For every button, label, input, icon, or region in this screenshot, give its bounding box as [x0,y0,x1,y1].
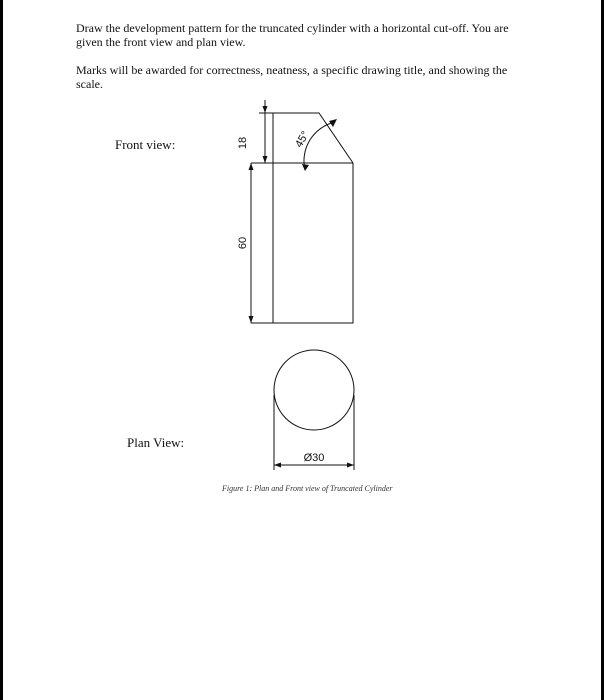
arrowhead [249,163,254,170]
arrowhead [249,316,254,323]
figure-caption: Figure 1: Plan and Front view of Truncated Cylinder [222,484,393,493]
arrowhead [274,463,281,468]
front-view-label: Front view: [115,137,176,152]
arrowhead [347,463,354,468]
dimension-text-60: 60 [237,236,249,250]
dimension-text-18: 18 [237,136,249,150]
arrowhead [302,164,309,171]
plan-view-circle [274,350,354,430]
marking-criteria-paragraph: Marks will be awarded for correctness, neatness, a specific drawing title, and showing the scale. [76,63,508,91]
dimension-text-angle: 45° [293,129,312,150]
arrowhead [263,106,268,113]
front-view-outline [273,113,353,323]
dimension-text-diameter: Ø30 [303,452,325,464]
instruction-paragraph: Draw the development pattern for the truncated cylinder with a horizontal cut-off. You are given the front view and plan view. [76,21,509,49]
document-page [3,0,601,700]
plan-view-label: Plan View: [127,435,185,450]
technical-drawing [3,0,601,700]
arrowhead [263,156,268,163]
